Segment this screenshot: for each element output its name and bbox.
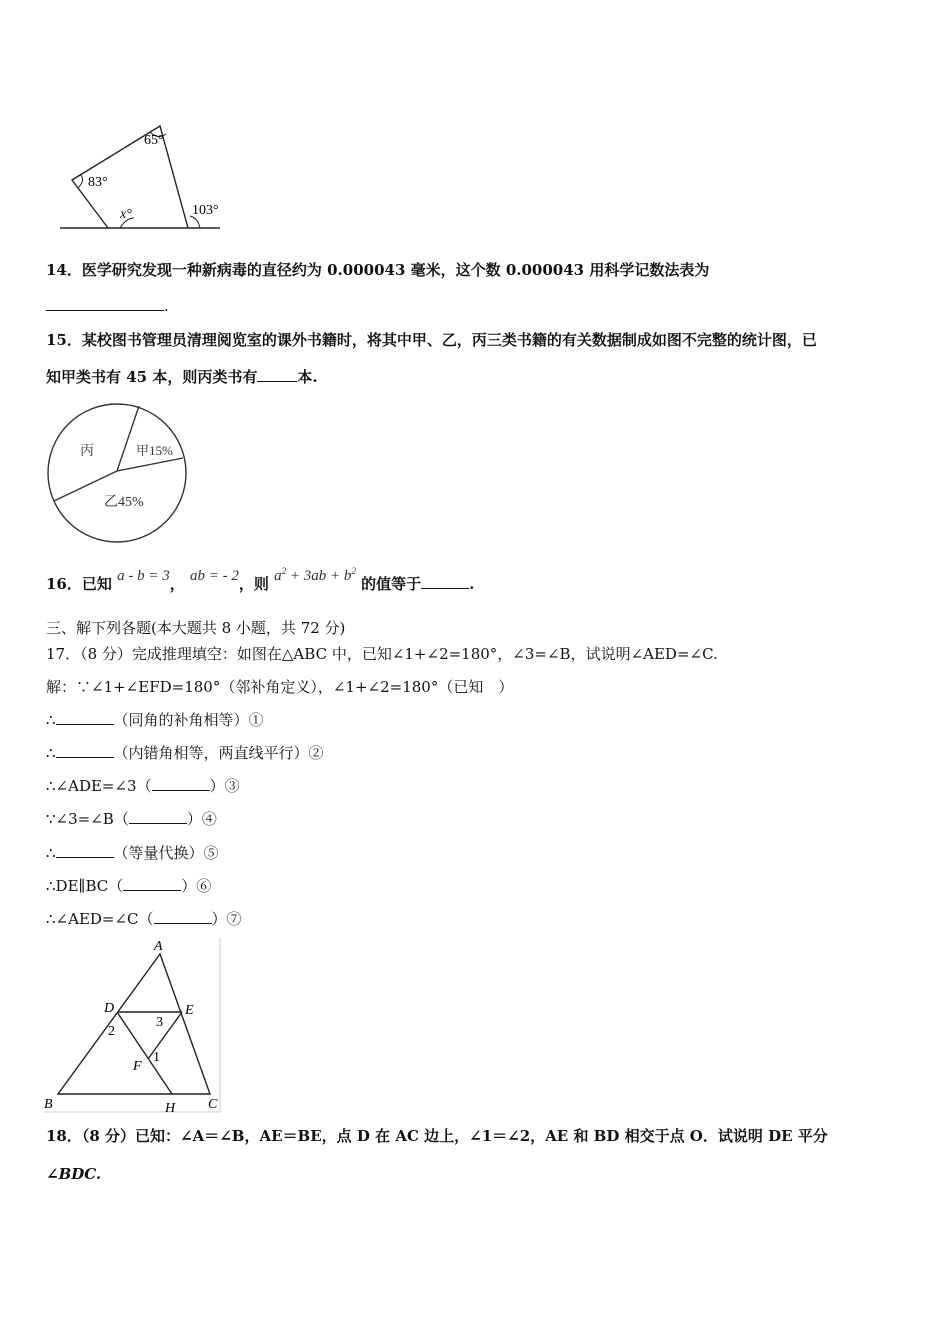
q18-line1: 18．（8 分）已知：∠A＝∠B，AE＝BE，点 D 在 AC 边上，∠1＝∠2，AE 和 BD 相交于点 O．试说明 DE 平分 — [46, 1127, 828, 1145]
q18-line2: ∠BDC. — [46, 1165, 102, 1183]
angle-top-label: 65° — [144, 133, 164, 148]
tri-label-a: A — [154, 939, 163, 954]
q17-line5-post: ）④ — [186, 810, 217, 828]
q17-blank-2 — [56, 743, 114, 758]
pie-label-bing: 丙 — [80, 444, 94, 459]
tri-label-b: B — [44, 1097, 53, 1112]
q15-blank — [257, 367, 297, 382]
q16-expr — [274, 568, 356, 584]
q17-line5-pre: ∵∠3=∠B（ — [46, 810, 129, 828]
tri-label-e: E — [185, 1003, 194, 1018]
q17-line8-post: ）⑦ — [211, 910, 242, 928]
q17-line7-pre: ∴DE∥BC（ — [46, 877, 124, 895]
tri-label-3: 3 — [156, 1015, 163, 1030]
section3-title: 三、解下列各题(本大题共 8 小题，共 72 分) — [46, 619, 346, 637]
q17-blank-1 — [56, 710, 114, 725]
q17-line7 — [46, 876, 211, 896]
q17-line2-post: （同角的补角相等）① — [113, 711, 264, 729]
q17-blank-7 — [154, 909, 212, 924]
q17-blank-3 — [152, 776, 210, 791]
q17-blank-6 — [123, 876, 181, 891]
triangle-figure — [40, 936, 225, 1116]
q16-ze: ，则 — [238, 575, 269, 593]
q17-line7-post: ）⑥ — [181, 877, 212, 895]
q17-blank-5 — [56, 843, 114, 858]
quadrilateral-figure — [60, 110, 230, 235]
q15-line1: 15．某校图书管理员清理阅览室的课外书籍时，将其中甲、乙，丙三类书籍的有关数据制成如图不完整的统计图，已 — [46, 331, 817, 349]
q17-line0: 17．（8 分）完成推理填空：如图在△ABC 中，已知∠1+∠2=180°，∠3=∠B，试说明∠AED=∠C. — [46, 645, 718, 663]
q16-suffix: 的值等于 — [361, 575, 422, 593]
q17-line8 — [46, 909, 242, 929]
tri-label-2: 2 — [108, 1024, 115, 1039]
tri-label-f: F — [133, 1059, 142, 1074]
tri-label-h: H — [165, 1101, 176, 1116]
q17-line2-pre: ∴ — [46, 711, 56, 729]
pie-chart — [44, 400, 190, 546]
q17-line6-pre: ∴ — [46, 844, 56, 862]
q16-line — [46, 566, 475, 595]
q16-prefix: 16．已知 — [46, 575, 112, 593]
pie-label-jia: 甲15% — [136, 443, 173, 458]
q17-line6 — [46, 843, 219, 863]
q16-eq1: a - b = 3 — [117, 568, 170, 584]
q14-answer-line — [46, 296, 169, 316]
angle-left-label: 83° — [88, 175, 108, 190]
q15-line2-post: 本. — [297, 368, 318, 386]
q17-line3-pre: ∴ — [46, 744, 56, 762]
q17-line2 — [46, 710, 264, 730]
angle-right-label: 103° — [192, 203, 219, 218]
q17-line8-pre: ∴∠AED=∠C（ — [46, 910, 154, 928]
q17-line6-post: （等量代换）⑤ — [113, 844, 219, 862]
tri-label-c: C — [208, 1097, 218, 1112]
q17-line1: 解：∵∠1+∠EFD=180°（邻补角定义），∠1+∠2=180°（已知 ） — [46, 678, 514, 696]
q16-blank — [421, 574, 469, 589]
pie-label-yi: 乙45% — [104, 495, 144, 510]
q17-line4-pre: ∴∠ADE=∠3（ — [46, 777, 152, 795]
q15-line2 — [46, 367, 318, 387]
q16-expr-sup2: 2 — [351, 566, 356, 576]
tri-label-1: 1 — [153, 1050, 160, 1065]
q17-line3-post: （内错角相等，两直线平行）② — [113, 744, 324, 762]
q17-line4-post: ）③ — [209, 777, 240, 795]
q16-eq2: ab = - 2 — [189, 568, 239, 584]
q16-expr-sup1: 2 — [281, 566, 287, 576]
angle-x-label: x° — [120, 207, 132, 222]
q14-blank — [46, 296, 164, 311]
tri-label-d: D — [104, 1001, 115, 1016]
q15-line2-pre: 知甲类书有 45 本，则丙类书有 — [46, 368, 258, 386]
q17-line4 — [46, 776, 240, 796]
q14-text: 14．医学研究发现一种新病毒的直径约为 0.000043 毫米，这个数 0.000043 用科学记数法表为 — [46, 261, 710, 279]
q14-tail: . — [164, 297, 169, 315]
q17-blank-4 — [129, 809, 187, 824]
q16-expr-mid: + 3ab + b — [286, 568, 352, 584]
q16-end: . — [469, 575, 475, 593]
q17-line5 — [46, 809, 217, 829]
q16-comma1: ， — [169, 575, 185, 593]
q16-expr-a: a — [274, 568, 282, 584]
q17-line3 — [46, 743, 324, 763]
